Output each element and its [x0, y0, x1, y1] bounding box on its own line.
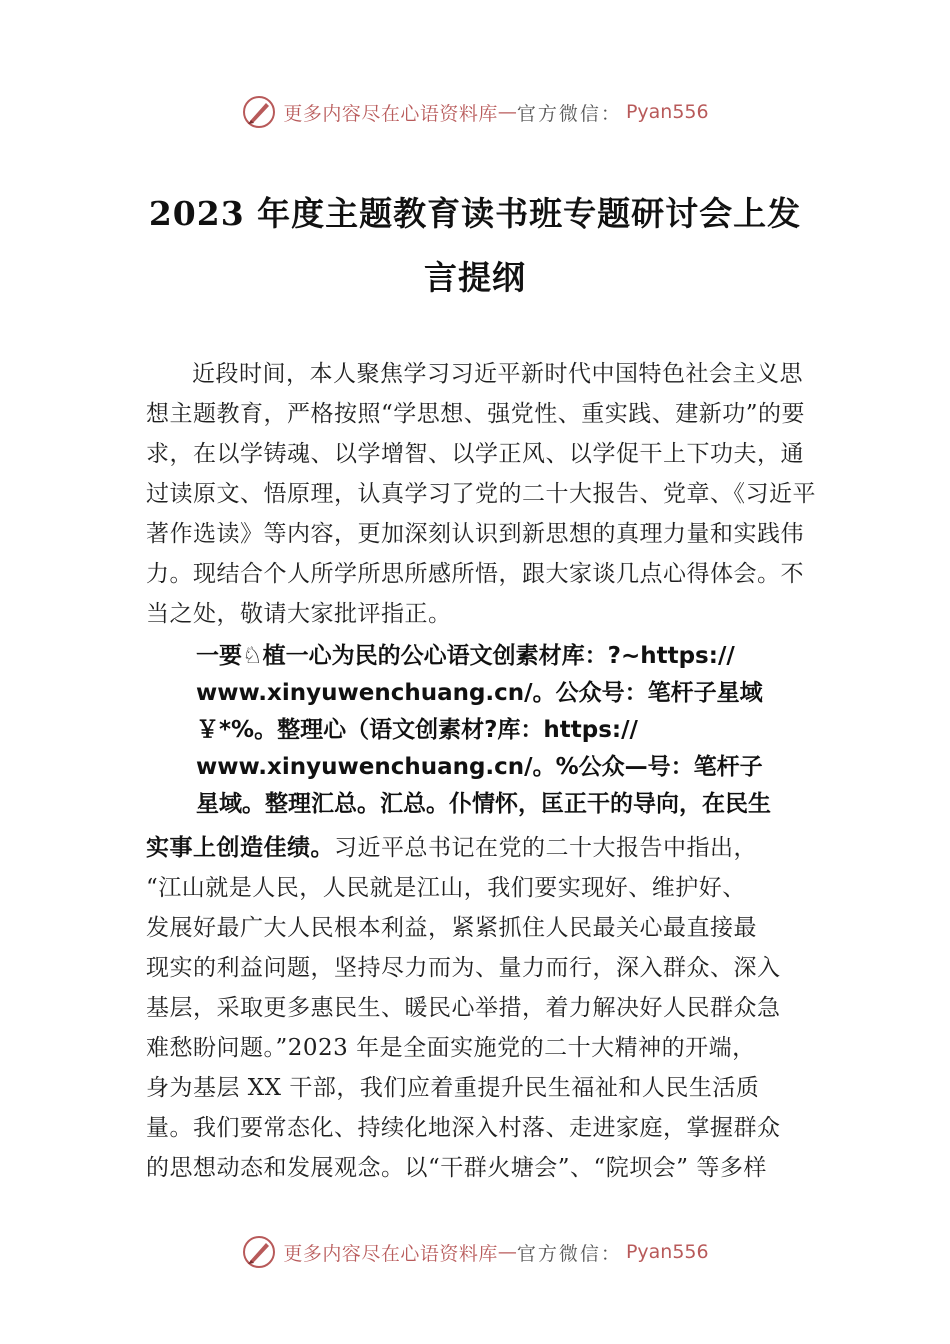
section-line: 量。我们要常态化、持续化地深入村落、走进家庭，掌握群众: [146, 1115, 781, 1141]
banner-separator: —: [497, 1241, 517, 1263]
section-line: 的思想动态和发展观念。以“干群火塘会”、“院坝会” 等多样: [146, 1155, 767, 1181]
banner-wechat-label: 官方微信：: [516, 102, 622, 125]
section-line: [146, 828, 826, 868]
section-lead: 实事上创造佳绩。: [146, 835, 334, 861]
section-line: 基层，采取更多惠民生、暖民心举措，着力解决好人民群众急: [146, 995, 781, 1021]
section-line: 发展好最广大人民根本利益，紧紧抓住人民最关心最直接最: [146, 915, 757, 941]
title-line-2: 言提纲: [424, 258, 526, 297]
banner-main-text: 更多内容尽在心语资料库: [283, 1242, 498, 1265]
banner-wechat-id: Pyan556: [625, 101, 709, 123]
banner-main-text: 更多内容尽在心语资料库: [283, 102, 498, 125]
banner-separator: —: [497, 101, 517, 123]
footer-banner: [0, 1232, 950, 1272]
pen-logo-icon: [241, 94, 277, 130]
section-paragraph: [146, 828, 826, 1188]
section-line: 难愁盼问题。”2023 年是全面实施党的二十大精神的开端，: [146, 1035, 756, 1061]
header-banner: [0, 92, 950, 132]
bold-heading-block: [196, 638, 846, 823]
bold-line: www.xinyuwenchuang.cn/。%公众—号：笔杆子: [196, 754, 763, 780]
pen-logo-icon: [241, 1234, 277, 1270]
bold-line: 一要♘植一心为民的公心语文创素材库：?~https://: [196, 643, 735, 669]
section-line: “江山就是人民，人民就是江山，我们要实现好、维护好、: [146, 875, 746, 901]
banner-wechat-label: 官方微信：: [516, 1242, 622, 1265]
section-line: 身为基层 XX 干部，我们应着重提升民生福祉和人民生活质: [146, 1075, 760, 1101]
section-line: 现实的利益问题，坚持尽力而为、量力而行，深入群众、深入: [146, 955, 781, 981]
banner-wechat-id: Pyan556: [625, 1241, 709, 1263]
bold-line: ￥*%。整理心（语文创素材?库：https://: [196, 717, 638, 743]
bold-line: www.xinyuwenchuang.cn/。公众号：笔杆子星域: [196, 680, 763, 706]
bold-line: 星域。整理汇总。汇总。仆情怀，匡正干的导向，在民生: [196, 791, 771, 817]
intro-paragraph: 近段时间，本人聚焦学习习近平新时代中国特色社会主义思想主题教育，严格按照“学思想、强党性、重实践、建新功”的要求，在以学铸魂、以学增智、以学正风、以学促干上下功夫，通过读原文、悟原理，认真学习了党的二十大报告、党章、《习近平著作选读》等内容，更加深刻认识到新思想的真理力量和实践伟力。现结合个人所学所思所感所悟，跟大家谈几点心得体会。不当之处，敬请大家批评指正。: [146, 361, 816, 627]
document-title: [120, 182, 830, 310]
section-line-text: 习近平总书记在党的二十大报告中指出，: [334, 835, 757, 861]
title-line-1: 2023 年度主题教育读书班专题研讨会上发: [148, 194, 802, 233]
